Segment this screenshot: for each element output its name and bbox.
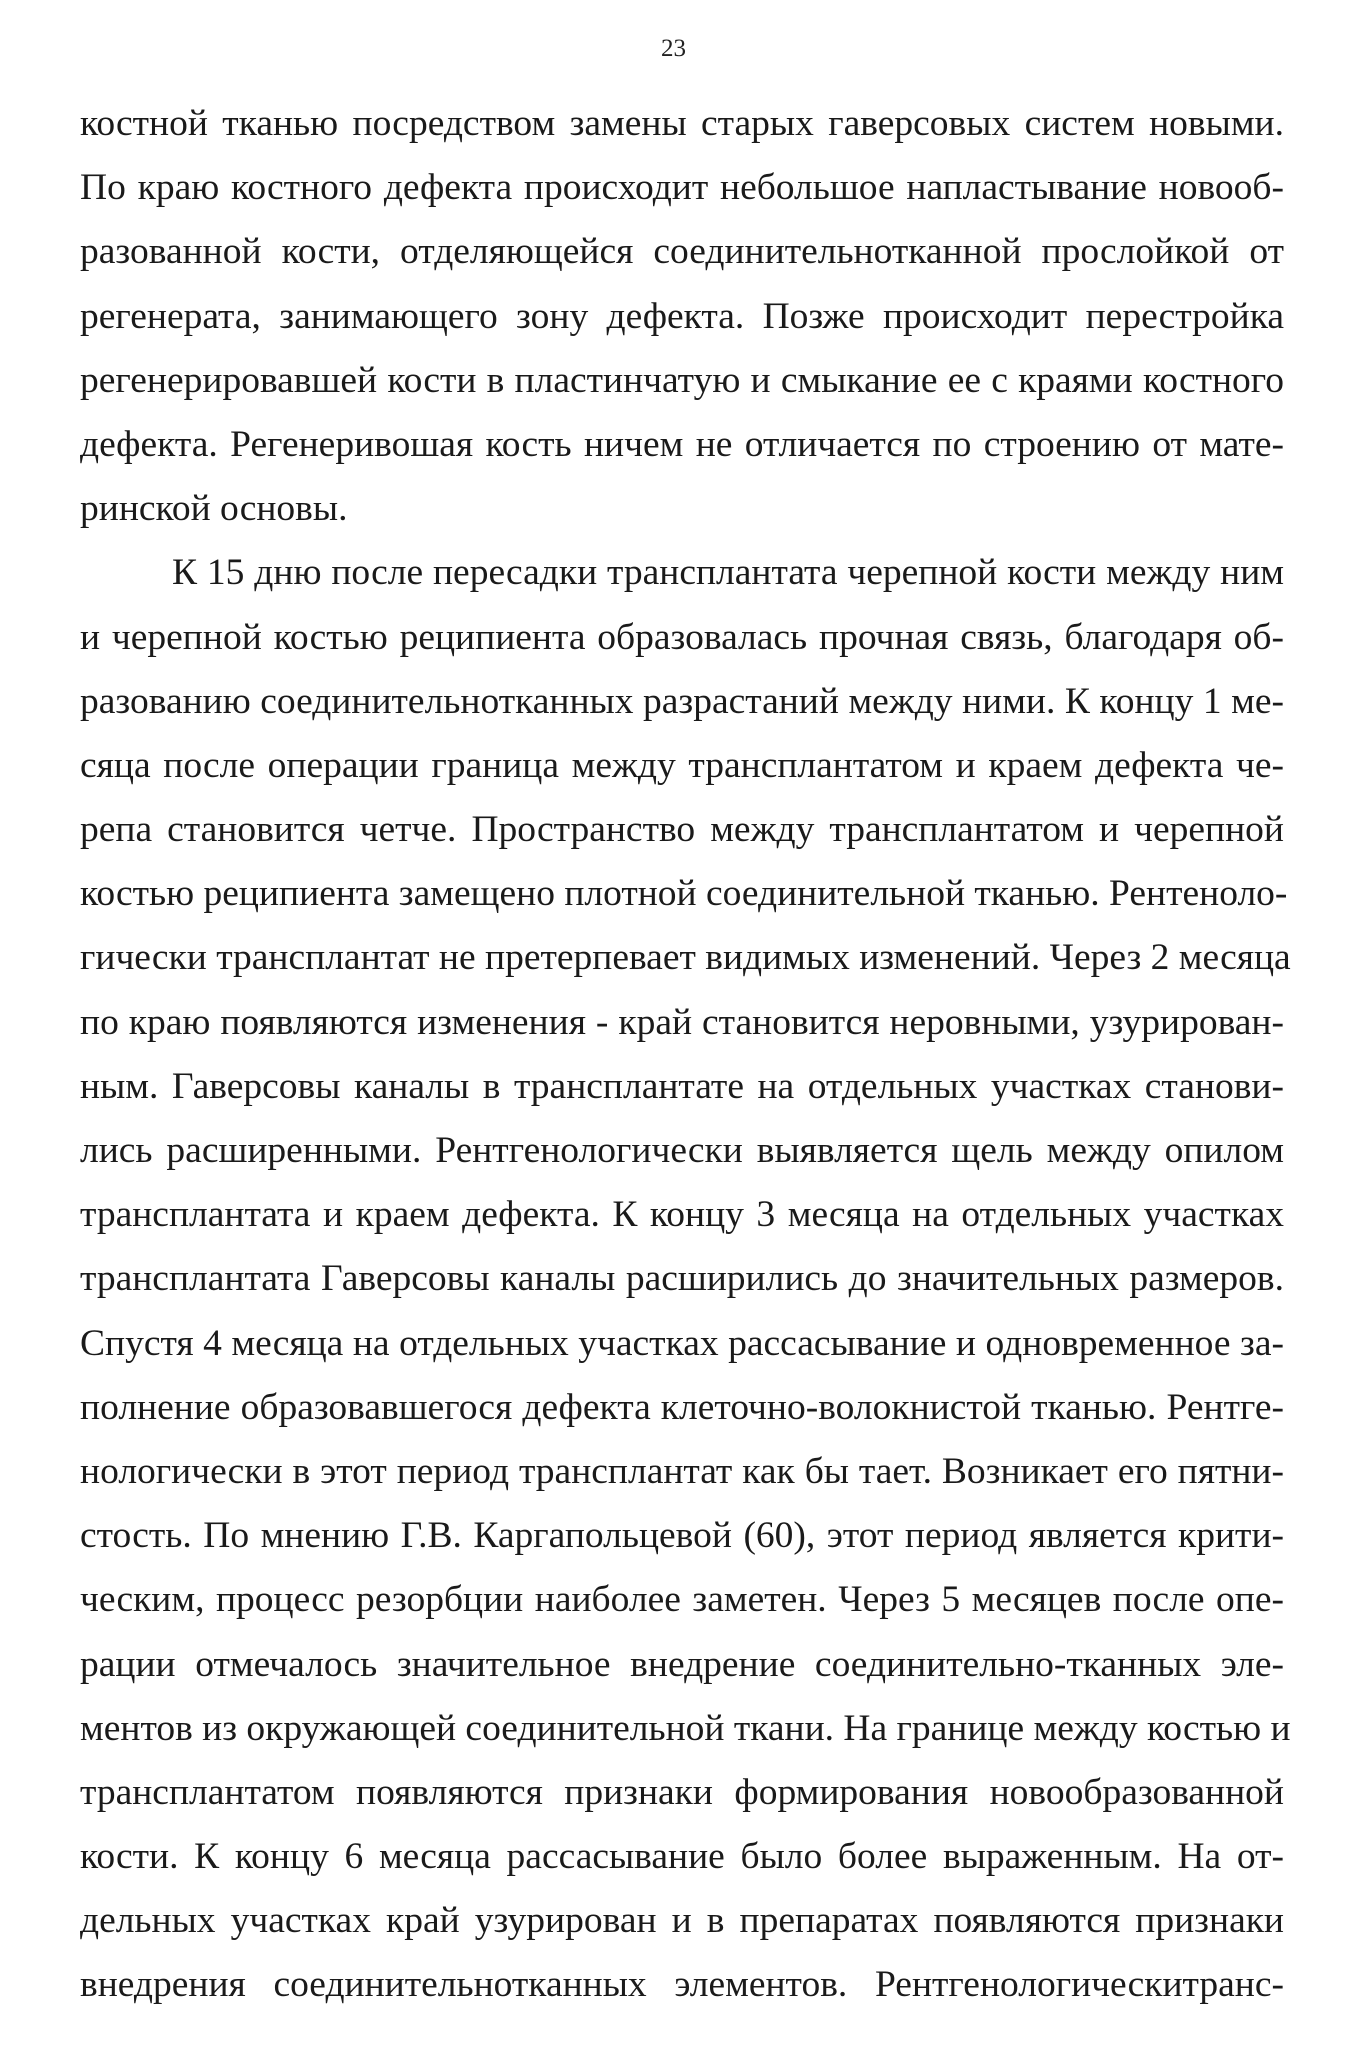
text-line: разованию соединительнотканных разрастаний между ними. К концу 1 ме- — [80, 680, 1284, 722]
text-line: гически трансплантат не претерпевает видимых изменений. Через 2 месяца — [80, 937, 1291, 979]
page-number: 23 — [661, 35, 686, 62]
text-line: ческим, процесс резорбции наиболее заметен. Через 5 месяцев после опе- — [80, 1579, 1284, 1621]
text-line: Спустя 4 месяца на отдельных участках рассасывание и одновременное за- — [80, 1322, 1284, 1364]
text-line: трансплантата и краем дефекта. К концу 3 месяца на отдельных участках — [80, 1194, 1284, 1236]
text-line: По краю костного дефекта происходит небольшое напластывание новооб- — [80, 167, 1284, 209]
text-line: сяца после операции граница между трансплантатом и краем дефекта че- — [80, 744, 1284, 786]
text-line: костной тканью посредством замены старых гаверсовых систем новыми. — [80, 103, 1284, 144]
text-line: кости. К концу 6 месяца рассасывание было более выраженным. На от- — [80, 1836, 1284, 1878]
text-line: лись расширенными. Рентгенологически выявляется щель между опилом — [80, 1130, 1284, 1171]
text-line: рации отмечалось значительное внедрение соединительно-тканных эле- — [80, 1643, 1284, 1685]
text-line: ным. Гаверсовы каналы в трансплантате на отдельных участках станови- — [80, 1065, 1284, 1107]
text-line: регенерата, занимающего зону дефекта. Позже происходит перестройка — [80, 295, 1284, 337]
text-line: трансплантатом появляются признаки формирования новообразованной — [80, 1771, 1284, 1813]
text-line: репа становится четче. Пространство между трансплантатом и черепной — [80, 809, 1284, 851]
text-line: регенерировавшей кости в пластинчатую и смыкание ее с краями костного — [80, 359, 1284, 401]
text-line: и черепной костью реципиента образовалась прочная связь, благодаря об- — [80, 616, 1284, 658]
text-line: ментов из окружающей соединительной ткани. На границе между костью и — [80, 1707, 1291, 1749]
text-line: ринской основы. — [80, 488, 348, 530]
text-line: разованной кости, отделяющейся соединительнотканной прослойкой от — [80, 231, 1284, 273]
text-line: внедрения соединительнотканных элементов. Рентгенологическитранс- — [80, 1964, 1284, 2006]
text-line: дельных участках край узурирован и в препаратах появляются признаки — [80, 1900, 1284, 1942]
text-line: трансплантата Гаверсовы каналы расширились до значительных размеров. — [80, 1258, 1284, 1300]
text-line: костью реципиента замещено плотной соединительной тканью. Рентеноло- — [80, 873, 1288, 915]
body-text — [80, 92, 1291, 2018]
text-line: дефекта. Регенеривошая кость ничем не отличается по строению от мате- — [80, 423, 1284, 465]
text-line: полнение образовавшегося дефекта клеточно-волокнистой тканью. Рентге- — [80, 1386, 1284, 1428]
text-line: по краю появляются изменения - край становится неровными, узурирован- — [80, 1001, 1284, 1043]
paragraph-first-line: К 15 дню после пересадки трансплантата черепной кости между ним — [172, 552, 1284, 594]
text-line: нологически в этот период трансплантат как бы тает. Возникает его пятни- — [80, 1450, 1284, 1492]
text-line: стость. По мнению Г.В. Каргапольцевой (60), этот период является крити- — [80, 1515, 1284, 1557]
